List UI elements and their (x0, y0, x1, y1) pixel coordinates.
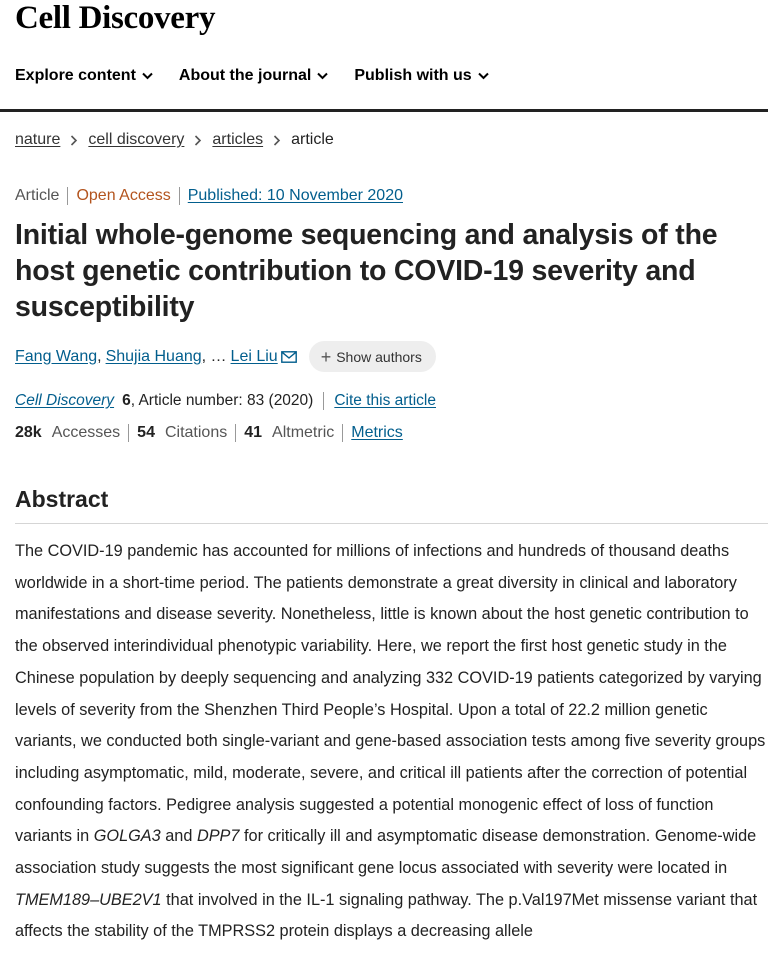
breadcrumb-nature[interactable]: nature (15, 131, 61, 148)
gene-name: DPP7 (196, 827, 240, 846)
accesses-label: Accesses (51, 424, 121, 441)
author-link[interactable]: Fang Wang (15, 347, 98, 365)
show-authors-label: Show authors (336, 348, 422, 365)
citation-journal-link[interactable]: Cell Discovery (15, 392, 115, 409)
author-separator: , (97, 347, 102, 365)
open-access-badge: Open Access (68, 187, 179, 205)
altmetric-value: 41 (244, 424, 263, 441)
show-authors-button[interactable] (309, 341, 436, 372)
nav-explore-content[interactable] (15, 67, 153, 85)
gene-name: GOLGA3 (93, 827, 161, 846)
nav-publish-with-us-label: Publish with us (354, 67, 472, 84)
nav-about-journal[interactable] (179, 67, 328, 85)
gene-name: TMEM189–UBE2V1 (15, 890, 162, 909)
breadcrumb-articles[interactable]: articles (212, 131, 264, 148)
article-meta (15, 187, 403, 205)
breadcrumb-current: article (291, 131, 334, 148)
nav-explore-content-label: Explore content (15, 67, 136, 84)
metric-citations (137, 424, 236, 442)
breadcrumb (15, 131, 334, 149)
abstract-heading: Abstract (15, 486, 768, 524)
chevron-right-icon (194, 135, 202, 146)
citation-volume: 6 (122, 392, 131, 409)
metric-accesses (15, 424, 129, 442)
plus-icon: + (320, 346, 332, 367)
article-metrics (15, 424, 403, 442)
main-nav (15, 67, 489, 85)
article-type: Article (15, 187, 68, 205)
breadcrumb-cell-discovery[interactable]: cell discovery (88, 131, 185, 148)
abstract-part-3: that involved in the IL-1 signaling pathway. The p.Val197Met missense variant that affects the stability of the TMPRSS2 protein displays a decreasing allele (15, 890, 758, 941)
author-list (15, 341, 436, 372)
chevron-right-icon (273, 135, 281, 146)
abstract-part-2: for critically ill and asymptomatic disease demonstration. Genome-wide association study suggests the most significant gene locus associated with severity were located in (15, 827, 757, 878)
chevron-down-icon (317, 72, 328, 80)
nav-publish-with-us[interactable] (354, 67, 488, 85)
citation-line (15, 392, 436, 410)
nav-about-journal-label: About the journal (178, 67, 312, 84)
cite-this-article-link[interactable]: Cite this article (334, 392, 436, 409)
accesses-value: 28k (15, 424, 42, 441)
author-link[interactable]: Lei Liu (230, 347, 278, 365)
author-ellipsis-text: … (210, 347, 227, 365)
chevron-right-icon (70, 135, 78, 146)
citations-label: Citations (164, 424, 228, 441)
metrics-link[interactable]: Metrics (351, 424, 403, 441)
published-date-link[interactable]: Published: 10 November 2020 (187, 187, 403, 204)
citations-value: 54 (137, 424, 155, 441)
abstract-part-1: The COVID-19 pandemic has accounted for millions of infections and hundreds of thousand deaths worldwide in a short-time period. The patients demonstrate a great diversity in clinical and laboratory manifestations and disease severity. Nonetheless, little is known about the host genetic contribution to the observed interindividual phenotypic variability. Here, we report the first host genetic study in the Chinese population by deeply sequencing and analyzing 332 COVID-19 patients categorized by varying levels of severity from the Shenzhen Third People’s Hospital. Upon a total of 22.2 million genetic variants, we conducted both single-variant and gene-based association tests among five severity groups including asymptomatic, mild, moderate, severe, and critical ill patients after the correction of potential confounding factors. Pedigree analysis suggested a potential monogenic effect of loss of function variants in (15, 542, 766, 846)
abstract-text (15, 536, 768, 948)
author-ellipsis: , … (201, 347, 227, 365)
metric-altmetric (244, 424, 343, 442)
chevron-down-icon (478, 72, 489, 80)
article-title: Initial whole-genome sequencing and analysis of the host genetic contribution to COVID-19 severity and susceptibility (15, 219, 718, 323)
author-link[interactable]: Shujia Huang (105, 347, 202, 365)
altmetric-label: Altmetric (272, 424, 335, 441)
journal-title[interactable]: Cell Discovery (15, 0, 216, 36)
citation-article-number: , Article number: 83 (2020) (131, 392, 325, 410)
mail-icon[interactable] (281, 351, 297, 363)
site-header (0, 0, 768, 112)
chevron-down-icon (142, 72, 153, 80)
abstract-conjunction: and (160, 827, 197, 846)
